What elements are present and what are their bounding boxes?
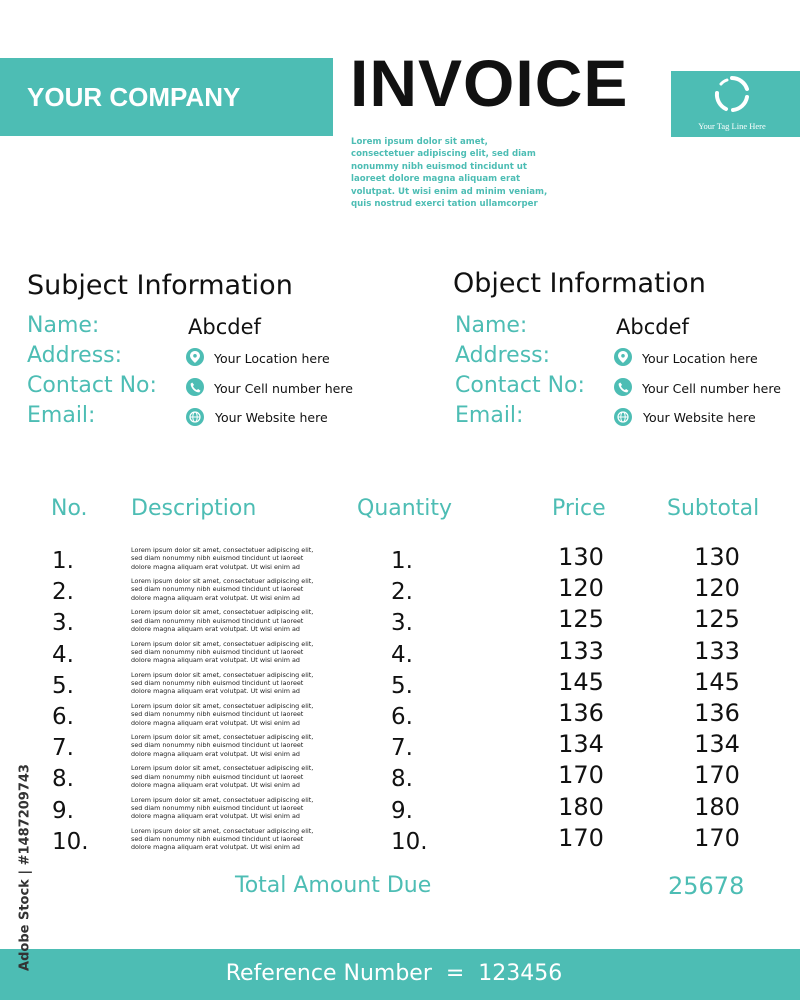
row-subtotal: 125 <box>694 605 740 634</box>
row-price: 170 <box>558 761 604 790</box>
subject-address-label: Address: <box>27 343 123 368</box>
row-number: 6. <box>52 704 74 730</box>
tagline: Your Tag Line Here <box>698 121 766 131</box>
object-name-value: Abcdef <box>616 315 689 339</box>
header-quantity: Quantity <box>357 496 453 521</box>
total-value: 25678 <box>668 872 745 900</box>
subject-contact-value: Your Cell number here <box>214 381 353 396</box>
row-quantity: 1. <box>391 548 413 574</box>
intro-text: Lorem ipsum dolor sit amet, consectetuer adipiscing elit, sed diam nonummy nibh euismod tincidunt ut laoreet dolore magna aliquam erat volutpat. Ut wisi enim ad minim veniam, quis nostrud exerci tation ullamcorper <box>351 137 548 210</box>
object-contact-value: Your Cell number here <box>642 381 781 396</box>
row-subtotal: 170 <box>694 761 740 790</box>
stock-watermark <box>13 760 33 980</box>
row-price: 136 <box>558 699 604 727</box>
location-pin-icon <box>186 348 204 366</box>
row-price: 130 <box>558 543 604 571</box>
row-quantity: 8. <box>391 766 413 793</box>
row-subtotal: 130 <box>694 543 740 571</box>
stock-watermark-text: Adobe Stock | #1487209743 <box>17 764 33 971</box>
subject-name-value: Abcdef <box>188 315 261 339</box>
total-label: Total Amount Due <box>235 873 432 898</box>
row-subtotal: 120 <box>694 574 740 603</box>
row-subtotal: 145 <box>694 667 740 696</box>
subject-email-value: Your Website here <box>215 410 328 425</box>
phone-icon <box>186 378 204 396</box>
row-description: Lorem ipsum dolor sit amet, consectetuer adipiscing elit, sed diam nonummy nibh euismod tincidunt ut laoreet dolore magna aliquam erat volutpat. Ut wisi enim ad <box>131 733 314 758</box>
row-number: 10. <box>52 828 89 855</box>
row-price: 133 <box>558 636 604 665</box>
object-info-title: Object Information <box>453 268 706 299</box>
row-description: Lorem ipsum dolor sit amet, consectetuer adipiscing elit, sed diam nonummy nibh euismod tincidunt ut laoreet dolore magna aliquam erat volutpat. Ut wisi enim ad <box>131 608 314 633</box>
row-description: Lorem ipsum dolor sit amet, consectetuer adipiscing elit, sed diam nonummy nibh euismod tincidunt ut laoreet dolore magna aliquam erat volutpat. Ut wisi enim ad <box>131 639 314 665</box>
object-email-value: Your Website here <box>643 410 756 425</box>
row-price: 180 <box>558 792 604 821</box>
row-number: 3. <box>52 610 74 637</box>
row-subtotal: 134 <box>694 730 740 759</box>
row-description: Lorem ipsum dolor sit amet, consectetuer adipiscing elit, sed diam nonummy nibh euismod tincidunt ut laoreet dolore magna aliquam erat volutpat. Ut wisi enim ad <box>131 795 314 821</box>
row-subtotal: 133 <box>694 636 740 665</box>
object-contact-label: Contact No: <box>455 373 585 398</box>
subject-name-label: Name: <box>27 313 100 338</box>
globe-icon <box>186 408 204 426</box>
subject-address-value: Your Location here <box>214 351 330 366</box>
row-quantity: 5. <box>391 672 413 699</box>
company-name: YOUR COMPANY <box>27 82 241 112</box>
circular-swirl-logo-icon <box>711 73 753 115</box>
row-number: 5. <box>52 672 74 699</box>
row-description: Lorem ipsum dolor sit amet, consectetuer adipiscing elit, sed diam nonummy nibh euismod tincidunt ut laoreet dolore magna aliquam erat volutpat. Ut wisi enim ad <box>131 764 314 789</box>
row-price: 170 <box>558 823 604 852</box>
subject-contact-label: Contact No: <box>27 373 157 398</box>
row-quantity: 10. <box>391 828 428 855</box>
row-quantity: 7. <box>391 735 413 762</box>
globe-icon <box>614 408 632 426</box>
row-subtotal: 180 <box>694 792 740 821</box>
row-description: Lorem ipsum dolor sit amet, consectetuer adipiscing elit, sed diam nonummy nibh euismod tincidunt ut laoreet dolore magna aliquam erat volutpat. Ut wisi enim ad <box>131 702 314 727</box>
subject-email-label: Email: <box>27 403 96 428</box>
row-description: Lorem ipsum dolor sit amet, consectetuer adipiscing elit, sed diam nonummy nibh euismod tincidunt ut laoreet dolore magna aliquam erat volutpat. Ut wisi enim ad <box>131 577 314 602</box>
reference-number: Reference Number = 123456 <box>225 961 563 986</box>
location-pin-icon <box>614 348 632 366</box>
subject-info-title: Subject Information <box>27 270 293 301</box>
row-number: 7. <box>52 735 74 762</box>
row-number: 1. <box>52 548 74 574</box>
object-name-label: Name: <box>455 313 528 338</box>
row-number: 2. <box>52 579 74 606</box>
row-description: Lorem ipsum dolor sit amet, consectetuer adipiscing elit, sed diam nonummy nibh euismod tincidunt ut laoreet dolore magna aliquam erat volutpat. Ut wisi enim ad <box>131 670 314 696</box>
row-number: 4. <box>52 641 74 668</box>
row-price: 120 <box>558 574 604 603</box>
object-address-label: Address: <box>455 343 551 368</box>
header-price: Price <box>552 496 606 521</box>
row-quantity: 2. <box>391 579 413 606</box>
header-description: Description <box>131 496 257 521</box>
row-description: Lorem ipsum dolor sit amet, consectetuer adipiscing elit, sed diam nonummy nibh euismod tincidunt ut laoreet dolore magna aliquam erat volutpat. Ut wisi enim ad <box>131 826 314 852</box>
row-subtotal: 136 <box>694 699 740 727</box>
row-subtotal: 170 <box>694 823 740 852</box>
row-price: 145 <box>558 667 604 696</box>
header-no: No. <box>51 496 88 521</box>
invoice-title: INVOICE <box>350 46 629 120</box>
header-subtotal: Subtotal <box>667 496 760 521</box>
object-address-value: Your Location here <box>642 351 758 366</box>
row-quantity: 9. <box>391 797 413 824</box>
object-email-label: Email: <box>455 403 524 428</box>
row-quantity: 6. <box>391 704 413 730</box>
row-quantity: 4. <box>391 641 413 668</box>
phone-icon <box>614 378 632 396</box>
row-quantity: 3. <box>391 610 413 637</box>
row-price: 134 <box>558 730 604 759</box>
row-description: Lorem ipsum dolor sit amet, consectetuer adipiscing elit, sed diam nonummy nibh euismod tincidunt ut laoreet dolore magna aliquam erat volutpat. Ut wisi enim ad <box>131 546 314 571</box>
row-price: 125 <box>558 605 604 634</box>
row-number: 9. <box>52 797 74 824</box>
row-number: 8. <box>52 766 74 793</box>
